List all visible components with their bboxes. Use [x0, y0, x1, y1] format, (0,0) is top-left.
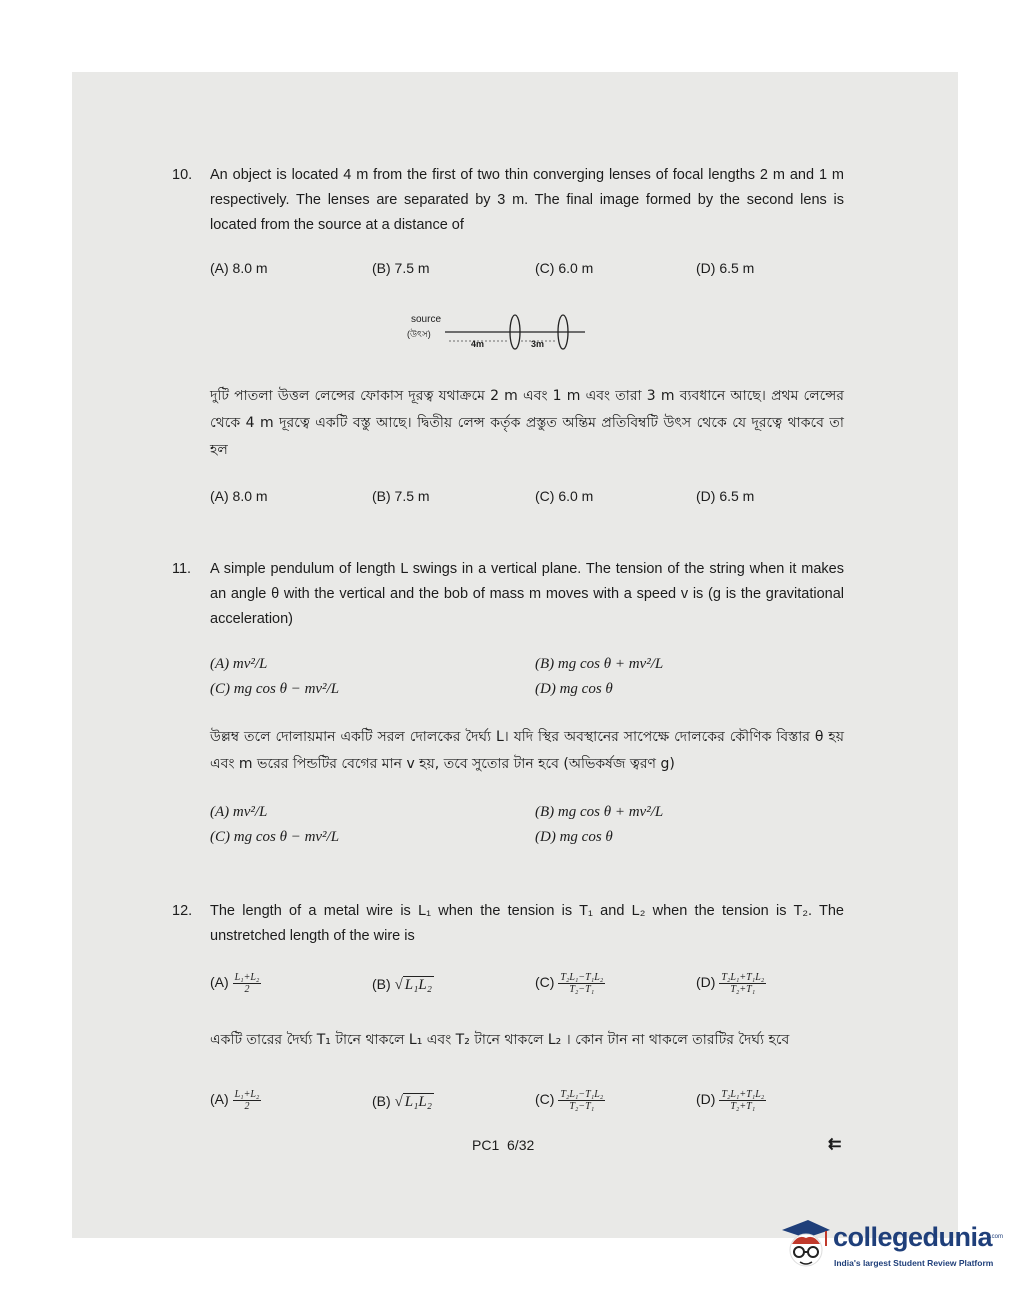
q12-option-a-fraction: $\frac{\text{L₁+L₂}}{2}$ — [234, 972, 260, 995]
q10-bn-option-d: (D) 6.5 m — [696, 488, 755, 504]
q12-option-d-fraction: $\frac{\text{T₂L₁+T₁L₂}}{\text{T₂+T₁}}$ — [721, 972, 765, 995]
q12-number: 12. — [172, 903, 193, 919]
q12-option-a — [210, 972, 261, 995]
q11-number: 11. — [172, 561, 192, 577]
q10-text-bn: দুটি পাতলা উত্তল লেন্সের ফোকাস দূরত্ব যথাক্রমে 2 m এবং 1 m এবং তারা 3 m ব্যবধানে আছে। প্রথম লেন্সের থেকে 4 m দূরত্বে একটি বস্তু আছে। দ্বিতীয় লেন্স কর্তৃক প্রস্তুত অন্তিম প্রতিবিম্বটি উৎস থেকে যে দূরত্বে থাকবে তা হল — [210, 388, 844, 458]
student-mascot-icon — [778, 1216, 832, 1272]
q10-bn-option-b: (B) 7.5 m — [372, 488, 430, 504]
q11-option-b: (B) mg cos θ + mv²/L — [535, 656, 664, 672]
page-number: PC1 6/32 — [472, 1137, 535, 1153]
brand-name: collegedunia — [833, 1222, 993, 1252]
q11-option-a: (A) mv²/L — [210, 656, 268, 672]
q11-bn-option-d: (D) mg cos θ — [535, 829, 613, 845]
q12-option-d-label: (D) — [696, 974, 716, 991]
q10-bn-option-a: (A) 8.0 m — [210, 488, 268, 504]
q12-text-bn: একটি তারের দৈর্ঘ্য T₁ টানে থাকলে L₁ এবং T₂ টানে থাকলে L₂ । কোন টান না থাকলে তারটির দৈর্ঘ্য হবে — [210, 1032, 790, 1048]
q11-text-en: A simple pendulum of length L swings in a vertical plane. The tension of the string when it makes an angle θ with the vertical and the bob of mass m moves with a speed v is (g is the gravitational acceleration) — [210, 561, 844, 627]
diagram-source-bn-label: (উৎস) — [407, 329, 431, 339]
q12-bn-option-d: (D) $\frac{\text{T₂L₁+T₁L₂}}{\text{T₂+T₁}}$ — [696, 1089, 765, 1112]
q11-bn-option-c: (C) mg cos θ − mv²/L — [210, 829, 340, 845]
lens-diagram — [405, 308, 595, 358]
q11-option-d: (D) mg cos θ — [535, 681, 613, 697]
q12-text-en: The length of a metal wire is L₁ when the tension is T₁ and L₂ when the tension is T₂. The unstretched length of the wire is — [210, 903, 844, 944]
q10-option-c: (C) 6.0 m — [535, 260, 594, 276]
q12-bn-option-c: (C) $\frac{\text{T₂L₁−T₁L₂}}{\text{T₂−T₁}}$ — [535, 1089, 604, 1112]
corner-mark: ⇇ — [828, 1136, 842, 1153]
q12-option-b — [372, 976, 434, 994]
q12-option-b-label: (B) — [372, 976, 391, 992]
q12-bn-option-b: (B) √ L₁L₂ — [372, 1093, 432, 1110]
diagram-distance-4m: 4m — [471, 339, 485, 349]
q10-number: 10. — [172, 167, 193, 183]
q10-bn-option-c: (C) 6.0 m — [535, 488, 594, 504]
q10-text-en: An object is located 4 m from the first of two thin converging lenses of focal lengths 2 m and 1 m respectively. The lenses are separated by 3 m. The final image formed by the second lens is located from the source at a distance of — [210, 167, 844, 233]
q12-option-c-label: (C) — [535, 974, 555, 991]
q10-option-b: (B) 7.5 m — [372, 260, 430, 276]
q12-option-b-sqrt: √ L₁L₂ — [394, 977, 432, 993]
q12-bn-option-a: (A) $\frac{\text{L₁+L₂}}{2}$ — [210, 1089, 260, 1112]
q11-bn-option-a: (A) mv²/L — [210, 804, 268, 820]
q12-option-c — [535, 972, 605, 995]
q10-option-d: (D) 6.5 m — [696, 260, 755, 276]
q10-option-a: (A) 8.0 m — [210, 260, 268, 276]
q12-option-d — [696, 972, 766, 995]
q11-option-c: (C) mg cos θ − mv²/L — [210, 681, 340, 697]
q11-bn-option-b: (B) mg cos θ + mv²/L — [535, 804, 664, 820]
brand-tagline: India's largest Student Review Platform — [834, 1258, 994, 1268]
collegedunia-logo — [778, 1212, 1008, 1282]
diagram-source-label: source — [411, 314, 442, 325]
q11-text-bn: উল্লম্ব তলে দোলায়মান একটি সরল দোলকের দৈর্ঘ্য L। যদি স্থির অবস্থানের সাপেক্ষে দোলকের কৌণিক বিস্তার θ হয় এবং m ভরের পিন্ডটির বেগের মান v হয়, তবে সুতোর টান হবে (অভিকর্ষজ ত্বরণ g) — [210, 729, 844, 772]
lens-diagram-drawing — [405, 308, 595, 358]
q12-option-a-label: (A) — [210, 974, 229, 991]
diagram-distance-3m: 3m — [531, 339, 545, 349]
scanned-page — [72, 72, 958, 1238]
brand-suffix: .com — [990, 1234, 1004, 1240]
q12-option-c-fraction: $\frac{\text{T₂L₁−T₁L₂}}{\text{T₂−T₁}}$ — [560, 972, 604, 995]
